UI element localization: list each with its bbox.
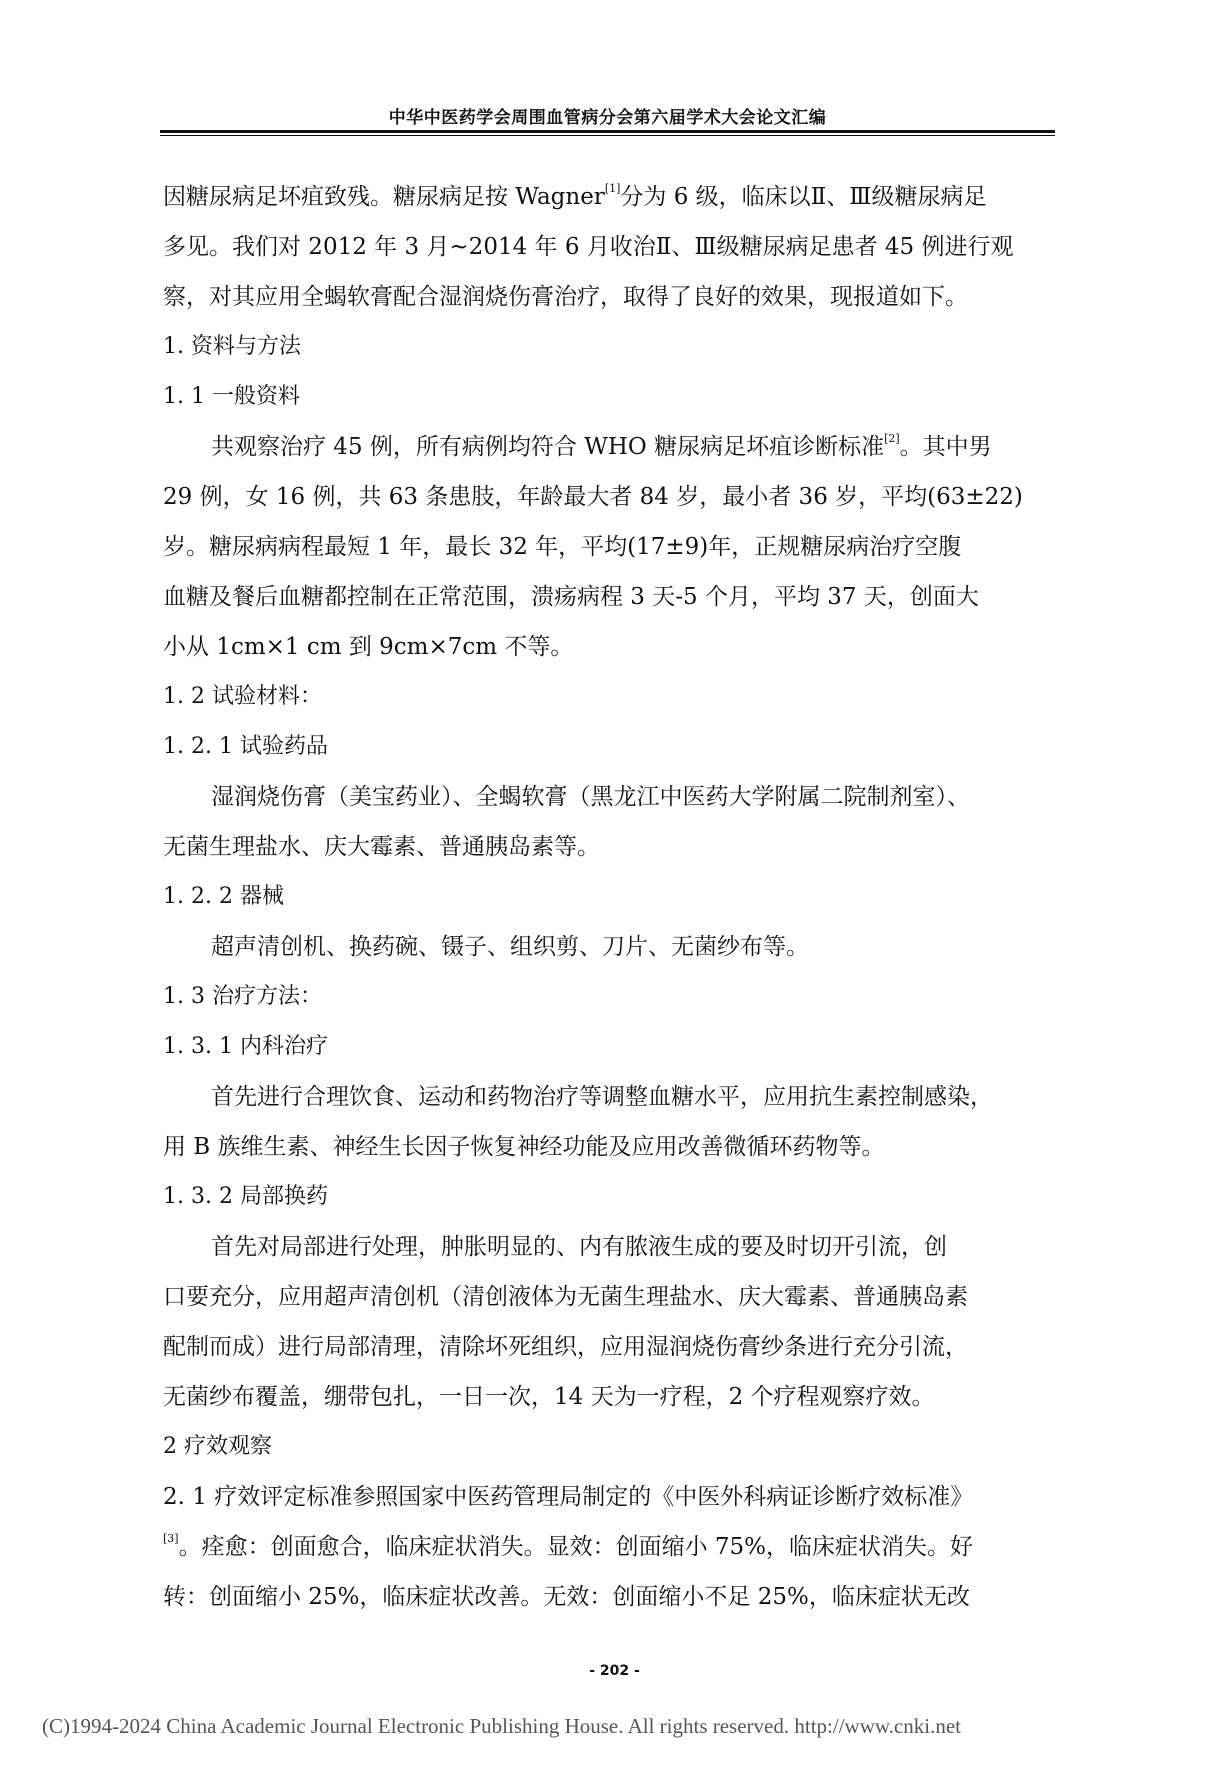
paragraph-line: 转：创面缩小 25%，临床症状改善。无效：创面缩小不足 25%，临床症状无改: [163, 1584, 970, 1610]
paragraph-line: 首先进行合理饮食、运动和药物治疗等调整血糖水平，应用抗生素控制感染，: [211, 1084, 993, 1110]
body-text: [163, 172, 1043, 1622]
paragraph-line: 无菌纱布覆盖，绷带包扎，一日一次，14 天为一疗程，2 个疗程观察疗效。: [163, 1384, 935, 1410]
citation-marker: [1]: [604, 182, 621, 195]
paragraph-line: 血糖及餐后血糖都控制在正常范围，溃疡病程 3 天-5 个月，平均 37 天，创面大: [163, 584, 979, 610]
section-heading: 1. 3 治疗方法：: [163, 984, 322, 1009]
section-heading: 1. 3. 2 局部换药: [163, 1184, 328, 1209]
page-number: - 202 -: [589, 1663, 640, 1679]
paragraph-line: 29 例，女 16 例，共 63 条患肢，年龄最大者 84 岁，最小者 36 岁，平均(63±22): [163, 484, 1023, 510]
paragraph-line: 超声清创机、换药碗、镊子、组织剪、刀片、无菌纱布等。: [211, 934, 809, 960]
paragraph-line: 岁。糖尿病病程最短 1 年，最长 32 年，平均(17±9)年，正规糖尿病治疗空腹: [163, 534, 962, 560]
line-text: 分为 6 级，临床以Ⅱ、Ⅲ级糖尿病足: [620, 184, 987, 210]
paragraph-line: [163, 172, 1043, 222]
line-text: 共观察治疗 45 例，所有病例均符合 WHO 糖尿病足坏疽诊断标准: [211, 434, 885, 460]
running-header: 中华中医药学会周围血管病分会第六届学术大会论文汇编: [388, 108, 827, 128]
header-rule-thin: [160, 135, 1055, 136]
paragraph-line: 口要充分，应用超声清创机（清创液体为无菌生理盐水、庆大霉素、普通胰岛素: [163, 1284, 968, 1310]
citation-marker: [3]: [163, 1532, 179, 1545]
paragraph-line: 首先对局部进行处理，肿胀明显的、内有脓液生成的要及时切开引流，创: [211, 1234, 947, 1260]
paragraph-line: 无菌生理盐水、庆大霉素、普通胰岛素等。: [163, 834, 600, 860]
paragraph-line: 湿润烧伤膏（美宝药业）、全蝎软膏（黑龙江中医药大学附属二院制剂室）、: [211, 784, 970, 810]
section-heading: 1. 2 试验材料：: [163, 684, 322, 709]
citation-marker: [2]: [884, 432, 900, 445]
paragraph-line: 察，对其应用全蝎软膏配合湿润烧伤膏治疗，取得了良好的效果，现报道如下。: [163, 284, 968, 310]
paragraph-line: 用 B 族维生素、神经生长因子恢复神经功能及应用改善微循环药物等。: [163, 1134, 885, 1160]
paragraph-line: 多见。我们对 2012 年 3 月~2014 年 6 月收治Ⅱ、Ⅲ级糖尿病足患者 45 例进行观: [163, 234, 1014, 260]
paragraph-line: 小从 1cm×1 cm 到 9cm×7cm 不等。: [163, 634, 574, 660]
section-heading: 1. 2. 1 试验药品: [163, 734, 328, 759]
section-heading: 1. 3. 1 内科治疗: [163, 1034, 328, 1059]
section-heading: 1. 2. 2 器械: [163, 884, 284, 909]
paragraph-line: 配制而成）进行局部清理，清除坏死组织，应用湿润烧伤膏纱条进行充分引流，: [163, 1334, 968, 1360]
paragraph-line: [163, 1522, 1043, 1572]
paragraph-line: 2. 1 疗效评定标准参照国家中医药管理局制定的《中医外科病证诊断疗效标准》: [163, 1484, 974, 1510]
copyright-footer: (C)1994-2024 China Academic Journal Electronic Publishing House. All rights reserved. http://www.cnki.net: [42, 1714, 961, 1738]
line-text: 。痊愈：创面愈合，临床症状消失。显效：创面缩小 75%，临床症状消失。好: [178, 1534, 974, 1560]
line-text: 因糖尿病足坏疽致残。糖尿病足按 Wagner: [163, 184, 605, 210]
header-rule: [160, 130, 1055, 133]
section-heading: 1. 资料与方法: [163, 334, 301, 359]
section-heading: 2 疗效观察: [163, 1434, 272, 1459]
section-heading: 1. 1 一般资料: [163, 384, 300, 409]
paragraph-line: [163, 422, 1043, 472]
line-text: 。其中男: [899, 434, 992, 460]
